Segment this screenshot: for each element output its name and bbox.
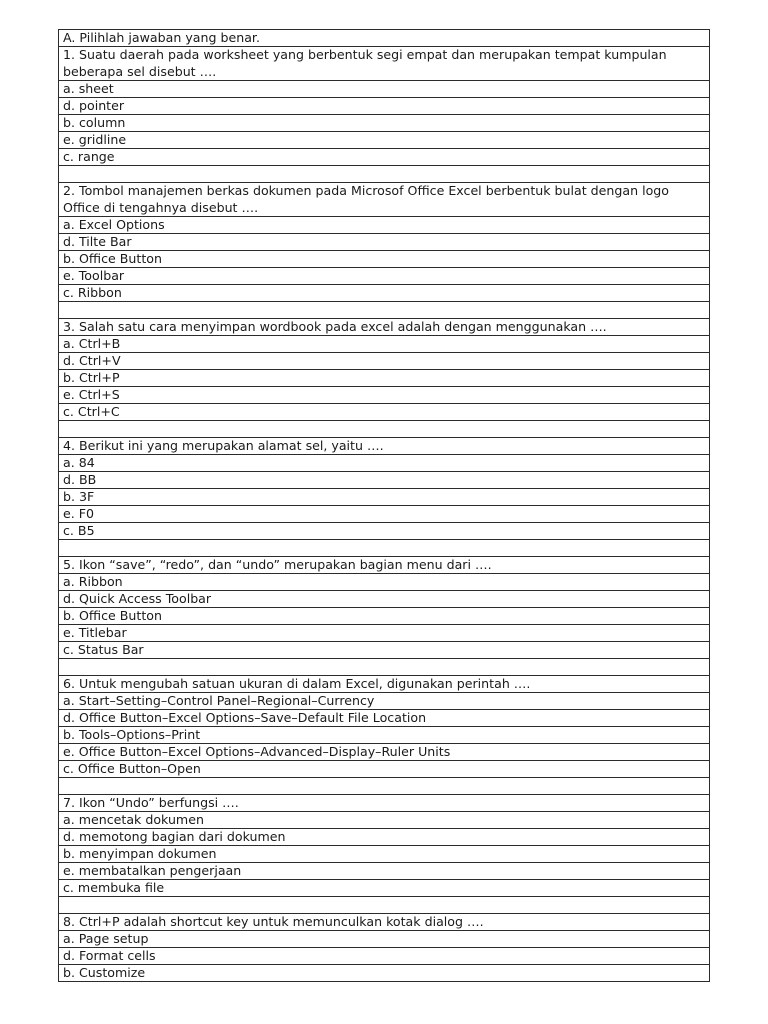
option-4a: a. 84	[59, 455, 710, 472]
option-8b: b. Customize	[59, 965, 710, 982]
question-1: 1. Suatu daerah pada worksheet yang berbentuk segi empat dan merupakan tempat kumpulan beberapa sel disebut ….	[59, 47, 710, 81]
quiz-table	[58, 29, 710, 982]
option-8d: d. Format cells	[59, 948, 710, 965]
option-7c: c. membuka file	[59, 880, 710, 897]
option-6e: e. Office Button–Excel Options–Advanced–Display–Ruler Units	[59, 744, 710, 761]
option-3b: b. Ctrl+P	[59, 370, 710, 387]
blank-row	[59, 778, 710, 795]
blank-row	[59, 421, 710, 438]
section-header: A. Pilihlah jawaban yang benar.	[59, 30, 710, 47]
option-1a: a. sheet	[59, 81, 710, 98]
question-5: 5. Ikon “save”, “redo”, dan “undo” merupakan bagian menu dari ….	[59, 557, 710, 574]
option-6b: b. Tools–Options–Print	[59, 727, 710, 744]
option-1b: b. column	[59, 115, 710, 132]
option-4d: d. BB	[59, 472, 710, 489]
question-8: 8. Ctrl+P adalah shortcut key untuk memunculkan kotak dialog ….	[59, 914, 710, 931]
option-2a: a. Excel Options	[59, 217, 710, 234]
blank-row	[59, 897, 710, 914]
option-7a: a. mencetak dokumen	[59, 812, 710, 829]
option-1d: d. pointer	[59, 98, 710, 115]
question-2: 2. Tombol manajemen berkas dokumen pada Microsof Office Excel berbentuk bulat dengan logo Office di tengahnya disebut ….	[59, 183, 710, 217]
option-4e: e. F0	[59, 506, 710, 523]
option-7b: b. menyimpan dokumen	[59, 846, 710, 863]
option-5e: e. Titlebar	[59, 625, 710, 642]
option-3e: e. Ctrl+S	[59, 387, 710, 404]
option-5c: c. Status Bar	[59, 642, 710, 659]
option-3d: d. Ctrl+V	[59, 353, 710, 370]
option-3c: c. Ctrl+C	[59, 404, 710, 421]
option-2e: e. Toolbar	[59, 268, 710, 285]
option-5a: a. Ribbon	[59, 574, 710, 591]
option-7d: d. memotong bagian dari dokumen	[59, 829, 710, 846]
option-4b: b. 3F	[59, 489, 710, 506]
option-2b: b. Office Button	[59, 251, 710, 268]
question-3: 3. Salah satu cara menyimpan wordbook pada excel adalah dengan menggunakan ….	[59, 319, 710, 336]
option-5b: b. Office Button	[59, 608, 710, 625]
option-2d: d. Tilte Bar	[59, 234, 710, 251]
option-3a: a. Ctrl+B	[59, 336, 710, 353]
option-1e: e. gridline	[59, 132, 710, 149]
option-6d: d. Office Button–Excel Options–Save–Default File Location	[59, 710, 710, 727]
option-6c: c. Office Button–Open	[59, 761, 710, 778]
blank-row	[59, 659, 710, 676]
question-7: 7. Ikon “Undo” berfungsi ….	[59, 795, 710, 812]
blank-row	[59, 540, 710, 557]
option-7e: e. membatalkan pengerjaan	[59, 863, 710, 880]
question-6: 6. Untuk mengubah satuan ukuran di dalam Excel, digunakan perintah ….	[59, 676, 710, 693]
option-8a: a. Page setup	[59, 931, 710, 948]
option-1c: c. range	[59, 149, 710, 166]
option-4c: c. B5	[59, 523, 710, 540]
option-6a: a. Start–Setting–Control Panel–Regional–Currency	[59, 693, 710, 710]
blank-row	[59, 166, 710, 183]
option-5d: d. Quick Access Toolbar	[59, 591, 710, 608]
question-4: 4. Berikut ini yang merupakan alamat sel, yaitu ….	[59, 438, 710, 455]
blank-row	[59, 302, 710, 319]
option-2c: c. Ribbon	[59, 285, 710, 302]
